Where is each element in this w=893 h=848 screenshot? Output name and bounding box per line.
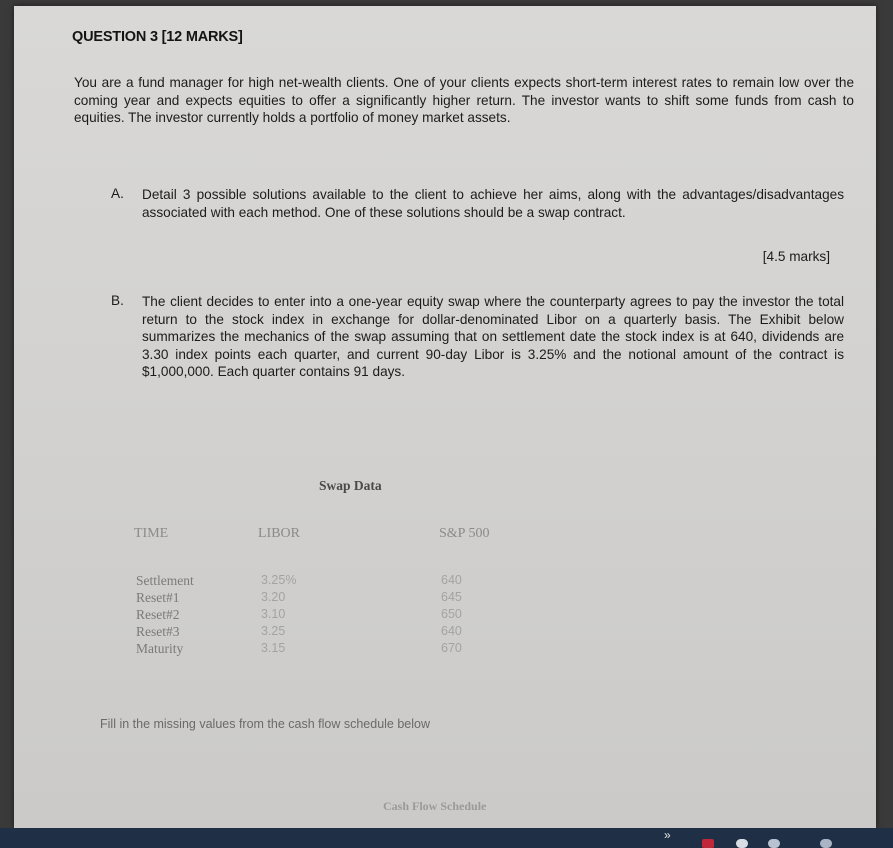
table-cell-libor: 3.25 [261, 624, 286, 638]
table-cell-time: Reset#1 [136, 590, 180, 605]
question-b-letter: B. [111, 293, 124, 308]
question-heading: QUESTION 3 [12 MARKS] [72, 29, 243, 45]
column-header-sp500: S&P 500 [439, 526, 490, 541]
table-cell-libor: 3.25% [261, 573, 297, 587]
table-cell-libor: 3.10 [261, 607, 286, 621]
fill-in-instruction: Fill in the missing values from the cash flow schedule below [100, 717, 431, 731]
swap-data-title: Swap Data [319, 478, 382, 493]
table-cell-libor: 3.20 [261, 590, 286, 604]
table-cell-sp500: 645 [441, 590, 462, 604]
question-b-text: The client decides to enter into a one-year equity swap where the counterparty agrees to pay the investor the total return to the stock index in exchange for dollar-denominated Libor on a quarterly basis. The Exhibit below summarizes the mechanics of the swap assuming that on settlement date the stock index is at 640, dividends are 3.30 index points each quarter, and current 90-day Libor is 3.25% and the notional amount of the contract is $1,000,000. Each quarter contains 91 days. [142, 294, 844, 380]
table-cell-sp500: 640 [441, 624, 462, 638]
question-a-letter: A. [111, 186, 124, 201]
time-column [136, 572, 194, 657]
taskbar-overflow-chevron[interactable]: » [664, 828, 671, 842]
taskbar [0, 828, 893, 848]
table-cell-sp500: 640 [441, 573, 462, 587]
question-a-marks: [4.5 marks] [762, 249, 830, 264]
table-cell-libor: 3.15 [261, 641, 286, 655]
app-icon[interactable] [702, 839, 714, 848]
sp500-column [441, 572, 462, 657]
document-page [14, 6, 876, 828]
table-cell-time: Reset#2 [136, 607, 180, 622]
intro-paragraph: You are a fund manager for high net-wealth clients. One of your clients expects short-term interest rates to remain low over the coming year and expects equities to offer a significantly higher return. The investor wants to shift some funds from cash to equities. The investor currently holds a portfolio of money market assets. [74, 75, 854, 125]
column-header-time: TIME [134, 526, 169, 541]
table-cell-sp500: 670 [441, 641, 462, 655]
table-cell-time: Maturity [136, 641, 184, 656]
column-header-libor: LIBOR [258, 526, 300, 541]
table-cell-time: Reset#3 [136, 624, 180, 639]
libor-column [261, 572, 296, 657]
table-cell-time: Settlement [136, 573, 194, 588]
cloud-icon[interactable] [736, 839, 748, 848]
cash-flow-schedule-title: Cash Flow Schedule [383, 799, 487, 813]
question-a-text: Detail 3 possible solutions available to the client to achieve her aims, along with the advantages/disadvantages associated with each method. One of these solutions should be a swap contract. [142, 187, 844, 220]
system-tray-icon[interactable] [820, 839, 832, 848]
network-icon[interactable] [768, 839, 780, 848]
table-cell-sp500: 650 [441, 607, 462, 621]
